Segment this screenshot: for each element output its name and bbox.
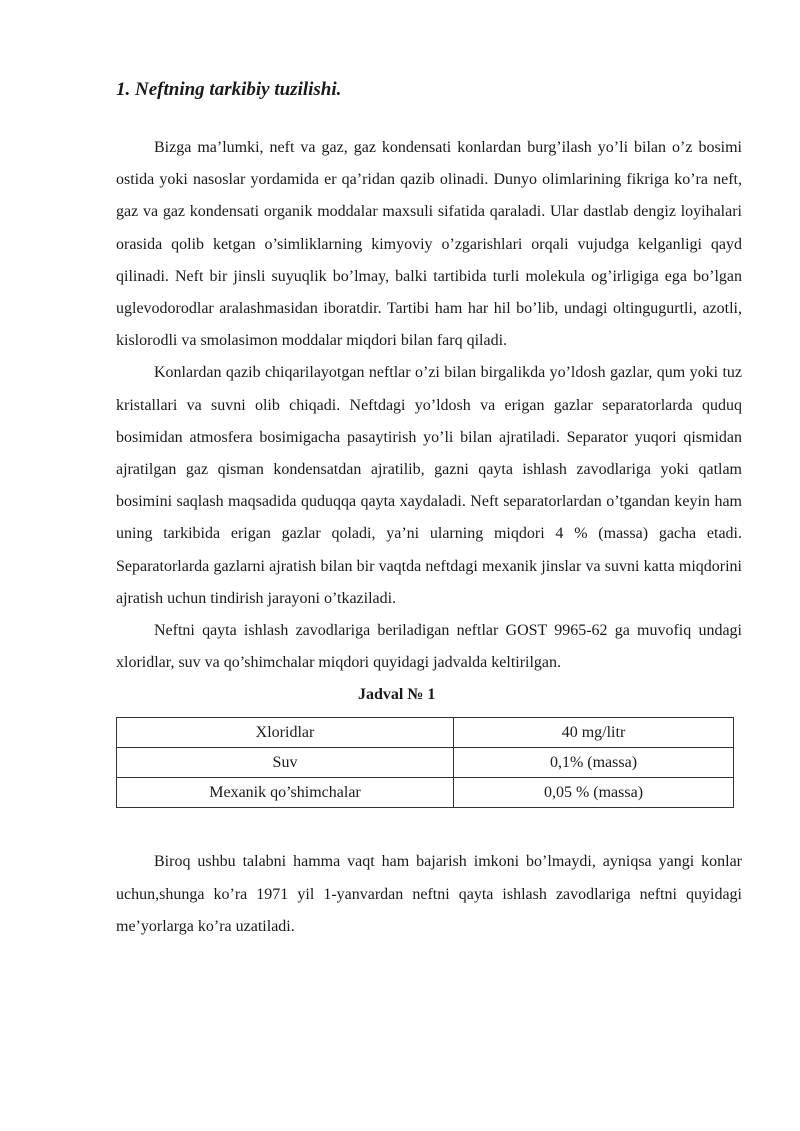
table-row	[117, 718, 734, 748]
table-cell-value: 40 mg/litr	[454, 718, 734, 748]
table-cell-parameter: Suv	[117, 748, 454, 778]
document-page	[116, 74, 742, 943]
paragraph-gost: Neftni qayta ishlash zavodlariga beriladigan neftlar GOST 9965-62 ga muvofiq undagi xloridlar, suv va qo’shimchalar miqdori quyidagi jadvalda keltirilgan.	[116, 622, 742, 672]
table-cell-value: 0,05 % (massa)	[454, 778, 734, 808]
table-cell-value: 0,1% (massa)	[454, 748, 734, 778]
table-cell-parameter: Xloridlar	[117, 718, 454, 748]
table-cell-parameter: Mexanik qo’shimchalar	[117, 778, 454, 808]
paragraph-separation: Konlardan qazib chiqarilayotgan neftlar o’zi bilan birgalikda yo’ldosh gazlar, qum yoki tuz kristallari va suvni olib chiqadi. Neftdagi yo’ldosh va erigan gazlar separatorlarda quduq bosimidan atmosfera bosimigacha pasaytirish yo’li bilan ajratiladi. Separator yuqori qismidan ajratilgan gaz qisman kondensatdan ajratilib, gazni qayta ishlash zavodlariga yoki qatlam bosimini saqlash maqsadida quduqqa qayta xaydaladi. Neft separatorlardan o’tgandan keyin ham uning tarkibida erigan gazlar qoladi, ya’ni ularning miqdori 4 % (massa) gacha etadi. Separatorlarda gazlarni ajratish bilan bir vaqtda neftdagi mexanik jinslar va suvni katta miqdorini ajratish uchun tindirish jarayoni o’tkaziladi.	[116, 364, 742, 607]
paragraph-intro: Bizga ma’lumki, neft va gaz, gaz kondensati konlardan burg’ilash yo’li bilan o’z bosimi ostida yoki nasoslar yordamida er qa’ridan qazib olinadi. Dunyo olimlarining fikriga ko’ra neft, gaz va gaz kondensati organik moddalar maxsuli sifatida qaraladi. Ular dastlab dengiz loyihalari orasida qolib ketgan o’simliklarning kimyoviy o’zgarishlari orqali vujudga kelganligi qayd qilinadi. Neft bir jinsli suyuqlik bo’lmay, balki tartibida turli molekula og’irligiga ega bo’lgan uglevodorodlar aralashmasidan iboratdir. Tartibi ham har hil bo’lib, undagi oltingugurtli, azotli, kislorodli va smolasimon moddalar miqdori bilan farq qiladi.	[116, 139, 742, 350]
table-row	[117, 778, 734, 808]
section-heading: 1. Neftning tarkibiy tuzilishi.	[116, 79, 342, 100]
paragraph-closing: Biroq ushbu talabni hamma vaqt ham bajarish imkoni bo’lmaydi, ayniqsa yangi konlar uchun,shunga ko’ra 1971 yil 1-yanvardan neftni qayta ishlash zavodlariga neftni quyidagi me’yorlarga ko’ra uzatiladi.	[116, 853, 742, 935]
table-caption: Jadval № 1	[358, 686, 436, 704]
table-row	[117, 748, 734, 778]
requirements-table	[116, 717, 734, 808]
